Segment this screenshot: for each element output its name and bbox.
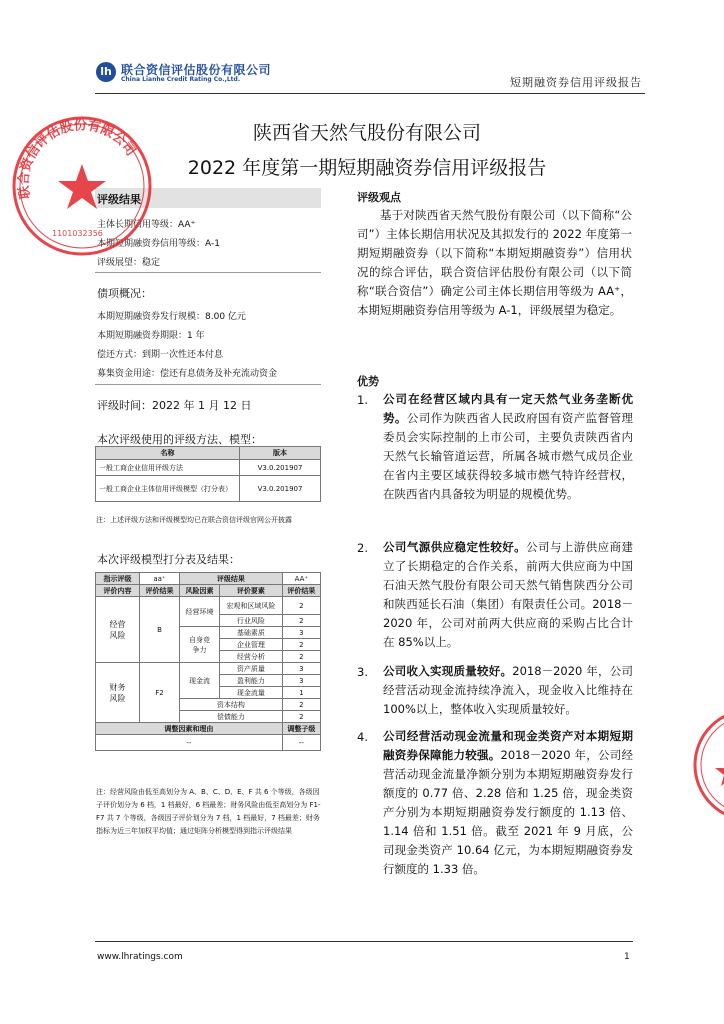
rating-result-heading: 评级结果 [95,188,321,208]
rating-outlook: 评级展望：稳定 [97,258,161,268]
score: 3 [282,627,320,639]
score: 2 [282,699,320,711]
score: 2 [282,711,320,723]
strength-number: 3. [357,665,368,679]
report-title-issuer: 陕西省天然气股份有限公司 [252,122,481,144]
svg-text:1101032356: 1101032356 [52,229,103,238]
section-divider [95,272,321,273]
strength-number: 2. [357,541,368,555]
method-version: V3.0.201907 [240,460,321,476]
score: 2 [282,651,320,663]
model-heading: 本次评级模型打分表及结果： [97,553,240,566]
col-result: 评价结果 [140,585,180,597]
adjust-label: 调整因素和理由 [96,723,283,735]
col-element: 评价要素 [220,585,283,597]
col-factor: 风险因素 [180,585,220,597]
model-note: 注：经营风险由低至高划分为 A、B、C、D、E、F 共 6 个等级，各级因子评价划分为 6 档，1 档最好，6 档最差；财务风险由低至高划分为 F1-F7 共 7 个等级，各级因子评价划分为 7 档，1 档最好，7 档最差；财务指标为近三年加权平均值；通过矩阵分析模型得到指示评级结果 [96,788,321,835]
strength-item: 公司经营活动现金流量和现金类资产对本期短期融资券保障能力较强。2018－2020 年，公司经营活动现金流量净额分别为本期短期融资券发行额度的 0.77 倍、2.28 倍和 1.25 倍，现金类资产分别为本期短期融资券发行额度的 1.13 倍、1.14 倍和 1.51 倍。截至 2021 年 9 月底，公司现金类资产 10.64 亿元，为本期短期融资券发行额度的 1.33 倍。 [383,729,633,876]
adjust-sub-value: -- [282,735,320,751]
view-heading: 评级观点 [357,191,401,204]
indicative-label: 指示评级 [96,573,140,585]
methods-note: 注：上述评级方法和评级模型均已在联合资信评级官网公开披露 [96,516,292,524]
element: 企业管理 [220,639,283,651]
env-factor: 经营环境 [180,597,220,627]
strength-number: 4. [357,730,368,744]
score-table [95,572,321,751]
methods-table [95,446,321,502]
fin-risk-label: 财务风险 [96,663,140,723]
strength-item: 公司气源供应稳定性较好。公司与上游供应商建立了长期稳定的合作关系，前两大供应商为中国石油天然气股份有限公司天然气销售陕西分公司和陕西延长石油（集团）有限责任公司。2018－2020 年，公司对前两大供应商的采购占比合计在 85%以上。 [383,540,634,649]
header-divider [95,93,645,94]
methods-heading: 本次评级使用的评级方法、模型： [97,433,262,446]
table-row [96,476,321,502]
footer-divider [95,941,633,942]
method-version: V3.0.201907 [240,476,321,502]
score: 1 [282,687,320,699]
bond-use: 募集资金用途：偿还有息债务及补充流动资金 [97,369,278,379]
score: 2 [282,639,320,651]
op-risk-grade: B [140,597,180,663]
svg-text:联合资信评估股份有限公司: 联合资信评估股份有限公司 [16,118,139,200]
col-content: 评价内容 [96,585,140,597]
rating-date: 评级时间：2022 年 1 月 12 日 [97,399,252,412]
element: 宏观和区域风险 [220,597,283,615]
col-score: 评价结果 [282,585,320,597]
note-rating: 本期短期融资券信用等级：A-1 [97,239,220,249]
element: 资本结构 [180,699,283,711]
result-value: AA⁺ [282,573,320,585]
methods-col-version: 版本 [240,447,321,460]
cash-factor: 现金流 [180,663,220,699]
seam-seal-icon [690,705,724,825]
fin-risk-grade: F2 [140,663,180,723]
method-name: 一般工商企业主体信用评级模型（打分表） [96,476,240,502]
element: 资产质量 [220,663,283,675]
result-label: 评级结果 [180,573,283,585]
score: 3 [282,663,320,675]
score: 2 [282,597,320,615]
view-body: 基于对陕西省天然气股份有限公司（以下简称“公司”）主体长期信用状况及其拟发行的 2022 年度第一期短期融资券（以下简称“本期短期融资券”）信用状况的综合评估，联合资信评估股份有限公司（以下简称“联合资信”）确定公司主体长期信用等级为 AA⁺，本期短期融资券信用等级为 A-1，评级展望为稳定。 [357,208,632,317]
strength-item: 公司在经营区域内具有一定天然气业务垄断优势。公司作为陕西省人民政府国有资产监督管理委员会实际控制的上市公司，主要负责陕西省内天然气长输管道运营，所属各城市燃气成员企业在省内主要区域获得较多城市燃气特许经营权，在陕西省内具备较为明显的规模优势。 [383,392,634,501]
element: 偿债能力 [180,711,283,723]
report-type: 短期融资券信用评级报告 [510,76,642,89]
comp-factor: 自身竞争力 [180,627,220,663]
company-name-en: China Lianhe Credit Rating Co.,Ltd. [121,76,241,83]
element: 行业风险 [220,615,283,627]
indicative-value: aa⁺ [140,573,180,585]
element: 现金流量 [220,687,283,699]
report-title: 2022 年度第一期短期融资券信用评级报告 [187,157,547,179]
table-row [96,663,321,675]
bond-overview-heading: 债项概况： [97,287,152,300]
footer-url[interactable]: www.lhratings.com [97,952,183,962]
section-divider [95,384,321,385]
adjust-value: -- [96,735,283,751]
element: 盈利能力 [220,675,283,687]
company-seal-icon [8,112,156,260]
company-logo: lh [96,62,116,82]
element: 经营分析 [220,651,283,663]
op-risk-label: 经营风险 [96,597,140,663]
score: 3 [282,675,320,687]
page-number: 1 [624,952,630,962]
strength-item: 公司收入实现质量较好。2018－2020 年，公司经营活动现金流持续净流入，现金收入比维持在 100%以上，整体收入实现质量较好。 [383,664,633,716]
bond-term: 本期短期融资券期限：1 年 [97,331,205,341]
table-row [96,735,321,751]
issuer-rating: 主体长期信用等级：AA⁺ [97,220,196,230]
company-name-cn: 联合资信评估股份有限公司 [121,63,272,77]
methods-col-name: 名称 [96,447,240,460]
method-name: 一般工商企业信用评级方法 [96,460,240,476]
adjust-sub-label: 调整子级 [282,723,320,735]
strength-number: 1. [357,393,368,407]
score: 2 [282,615,320,627]
bond-repayment: 偿还方式：到期一次性还本付息 [97,350,224,360]
strengths-heading: 优势 [357,375,379,388]
bond-size: 本期短期融资券发行规模：8.00 亿元 [97,312,246,322]
element: 基础素质 [220,627,283,639]
table-row [96,460,321,476]
table-row [96,597,321,615]
